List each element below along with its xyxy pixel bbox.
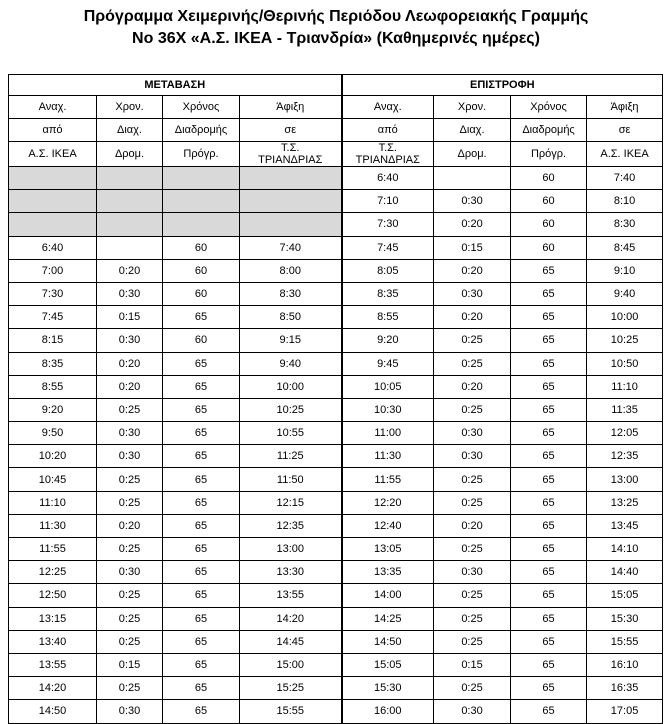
return-dwell-cell: 0:25 [434, 329, 511, 352]
outbound-arrival-cell: 15:55 [240, 700, 342, 723]
outbound-departure-cell: 7:30 [9, 282, 97, 305]
outbound-dwell-cell: 0:30 [97, 561, 163, 584]
return-duration-header-line-2: Διαδρομής [511, 119, 587, 142]
outbound-dwell-header-line-1: Χρον. [97, 96, 163, 119]
outbound-arrival-cell: 15:25 [240, 677, 342, 700]
return-arrival-cell: 8:45 [587, 236, 663, 259]
column-headers [9, 96, 663, 167]
table-row [9, 306, 663, 329]
title-line-2: Νο 36Χ «Α.Σ. ΙΚΕΑ - Τριανδρία» (Καθημερινές ημέρες) [132, 30, 540, 47]
outbound-departure-cell: 13:15 [9, 607, 97, 630]
table-row [9, 700, 663, 723]
title-line-1: Πρόγραμμα Χειμερινής/Θερινής Περιόδου Λεωφορειακής Γραμμής [83, 8, 589, 25]
outbound-duration-cell: 65 [163, 445, 240, 468]
outbound-dwell-cell: 0:30 [97, 422, 163, 445]
outbound-departure-cell: 8:35 [9, 352, 97, 375]
schedule-rows [9, 167, 663, 724]
outbound-arrival-cell: 13:00 [240, 538, 342, 561]
table-row [9, 352, 663, 375]
return-departure-cell: 6:40 [342, 167, 434, 190]
outbound-departure-header-line-2: από [9, 119, 97, 142]
outbound-duration-cell: 65 [163, 352, 240, 375]
outbound-departure-cell: 11:55 [9, 538, 97, 561]
return-duration-cell: 65 [511, 514, 587, 537]
empty-cell [97, 190, 163, 213]
outbound-duration-cell: 65 [163, 398, 240, 421]
return-dwell-cell: 0:25 [434, 677, 511, 700]
return-arrival-cell: 8:10 [587, 190, 663, 213]
return-arrival-header-line-1: Άφιξη [587, 96, 663, 119]
return-dwell-cell: 0:25 [434, 468, 511, 491]
return-arrival-cell: 10:00 [587, 306, 663, 329]
outbound-duration-cell: 65 [163, 561, 240, 584]
return-dwell-cell: 0:25 [434, 398, 511, 421]
return-duration-cell: 60 [511, 236, 587, 259]
outbound-dwell-cell: 0:25 [97, 491, 163, 514]
return-arrival-cell: 14:10 [587, 538, 663, 561]
return-dwell-header-line-3: Δρομ. [434, 142, 511, 167]
return-dwell-cell: 0:30 [434, 190, 511, 213]
return-dwell-cell: 0:20 [434, 259, 511, 282]
return-duration-header-line-3: Πρόγρ. [511, 142, 587, 167]
outbound-arrival-header-line-2: σε [240, 119, 342, 142]
table-row [9, 677, 663, 700]
outbound-duration-cell: 65 [163, 607, 240, 630]
return-departure-cell: 8:05 [342, 259, 434, 282]
return-duration-cell: 65 [511, 352, 587, 375]
return-departure-cell: 11:00 [342, 422, 434, 445]
outbound-duration-header-line-1: Χρόνος [163, 96, 240, 119]
return-departure-cell: 14:00 [342, 584, 434, 607]
outbound-arrival-cell: 8:30 [240, 282, 342, 305]
empty-cell [163, 167, 240, 190]
empty-cell [9, 167, 97, 190]
return-departure-cell: 15:30 [342, 677, 434, 700]
return-departure-cell: 13:05 [342, 538, 434, 561]
outbound-dwell-cell: 0:25 [97, 677, 163, 700]
return-arrival-cell: 9:10 [587, 259, 663, 282]
outbound-dwell-cell: 0:25 [97, 538, 163, 561]
return-arrival-cell: 10:25 [587, 329, 663, 352]
outbound-arrival-cell: 8:50 [240, 306, 342, 329]
table-row [9, 538, 663, 561]
outbound-duration-cell: 65 [163, 700, 240, 723]
outbound-arrival-header-line-3a: Τ.Σ. [281, 142, 300, 154]
outbound-arrival-cell: 10:55 [240, 422, 342, 445]
return-duration-cell: 65 [511, 607, 587, 630]
empty-cell [9, 190, 97, 213]
return-departure-cell: 7:30 [342, 213, 434, 236]
outbound-departure-cell: 6:40 [9, 236, 97, 259]
return-departure-cell: 7:10 [342, 190, 434, 213]
outbound-arrival-cell: 9:15 [240, 329, 342, 352]
empty-cell [240, 213, 342, 236]
outbound-departure-cell: 9:50 [9, 422, 97, 445]
empty-cell [97, 167, 163, 190]
return-duration-cell: 65 [511, 700, 587, 723]
outbound-arrival-cell: 8:00 [240, 259, 342, 282]
return-arrival-header-line-2: σε [587, 119, 663, 142]
return-arrival-cell: 13:25 [587, 491, 663, 514]
return-dwell-header-line-2: Διαχ. [434, 119, 511, 142]
outbound-departure-cell: 7:00 [9, 259, 97, 282]
return-dwell-cell: 0:15 [434, 653, 511, 676]
outbound-duration-cell: 60 [163, 236, 240, 259]
outbound-duration-cell: 65 [163, 584, 240, 607]
table-row [9, 398, 663, 421]
return-arrival-cell: 15:30 [587, 607, 663, 630]
outbound-dwell-cell: 0:20 [97, 259, 163, 282]
return-duration-cell: 65 [511, 538, 587, 561]
return-dwell-cell: 0:30 [434, 561, 511, 584]
outbound-departure-cell: 14:50 [9, 700, 97, 723]
table-row [9, 375, 663, 398]
return-duration-cell: 65 [511, 584, 587, 607]
table-row [9, 190, 663, 213]
outbound-duration-cell: 65 [163, 306, 240, 329]
outbound-departure-cell: 8:15 [9, 329, 97, 352]
outbound-dwell-cell: 0:30 [97, 700, 163, 723]
outbound-arrival-header-line-3b: ΤΡΙΑΝΔΡΙΑΣ [258, 154, 323, 166]
outbound-duration-cell: 65 [163, 630, 240, 653]
outbound-arrival-cell: 9:40 [240, 352, 342, 375]
outbound-dwell-header-line-2: Διαχ. [97, 119, 163, 142]
return-duration-header-line-1: Χρόνος [511, 96, 587, 119]
return-dwell-cell: 0:25 [434, 491, 511, 514]
outbound-dwell-cell: 0:30 [97, 329, 163, 352]
table-row [9, 491, 663, 514]
return-dwell-cell [434, 167, 511, 190]
table-row [9, 607, 663, 630]
outbound-departure-cell: 11:10 [9, 491, 97, 514]
return-header: ΕΠΙΣΤΡΟΦΗ [342, 75, 663, 96]
return-duration-cell: 65 [511, 398, 587, 421]
outbound-duration-cell: 65 [163, 538, 240, 561]
return-duration-cell: 65 [511, 375, 587, 398]
outbound-dwell-cell: 0:15 [97, 653, 163, 676]
outbound-departure-cell: 8:55 [9, 375, 97, 398]
outbound-departure-cell: 12:25 [9, 561, 97, 584]
outbound-departure-cell: 10:45 [9, 468, 97, 491]
outbound-arrival-cell: 7:40 [240, 236, 342, 259]
return-duration-cell: 60 [511, 190, 587, 213]
outbound-dwell-cell: 0:30 [97, 445, 163, 468]
outbound-departure-cell: 7:45 [9, 306, 97, 329]
table-row [9, 653, 663, 676]
return-dwell-cell: 0:20 [434, 375, 511, 398]
table-row [9, 329, 663, 352]
outbound-arrival-cell: 11:50 [240, 468, 342, 491]
return-duration-cell: 65 [511, 259, 587, 282]
return-duration-cell: 65 [511, 468, 587, 491]
return-duration-cell: 65 [511, 491, 587, 514]
return-departure-cell: 15:05 [342, 653, 434, 676]
return-dwell-cell: 0:30 [434, 445, 511, 468]
outbound-departure-cell: 11:30 [9, 514, 97, 537]
outbound-dwell-cell: 0:20 [97, 352, 163, 375]
return-arrival-cell: 14:40 [587, 561, 663, 584]
return-arrival-cell: 11:10 [587, 375, 663, 398]
return-departure-cell: 10:30 [342, 398, 434, 421]
table-row [9, 282, 663, 305]
outbound-departure-cell: 9:20 [9, 398, 97, 421]
return-dwell-cell: 0:25 [434, 352, 511, 375]
outbound-duration-cell: 65 [163, 422, 240, 445]
return-dwell-cell: 0:25 [434, 607, 511, 630]
outbound-duration-header-line-3: Πρόγρ. [163, 142, 240, 167]
return-duration-cell: 65 [511, 282, 587, 305]
return-departure-cell: 12:20 [342, 491, 434, 514]
return-arrival-cell: 11:35 [587, 398, 663, 421]
return-departure-header-line-3 [342, 142, 434, 167]
return-duration-cell: 65 [511, 422, 587, 445]
empty-cell [240, 167, 342, 190]
return-arrival-header-line-3: Α.Σ. ΙΚΕΑ [587, 142, 663, 167]
empty-cell [163, 213, 240, 236]
return-departure-header-line-3b: ΤΡΙΑΝΔΡΙΑΣ [355, 154, 420, 166]
outbound-departure-cell: 12:50 [9, 584, 97, 607]
outbound-dwell-cell: 0:30 [97, 282, 163, 305]
return-departure-cell: 10:05 [342, 375, 434, 398]
return-arrival-cell: 17:05 [587, 700, 663, 723]
return-departure-cell: 8:55 [342, 306, 434, 329]
outbound-arrival-cell: 12:35 [240, 514, 342, 537]
return-dwell-cell: 0:20 [434, 514, 511, 537]
empty-cell [240, 190, 342, 213]
return-dwell-cell: 0:30 [434, 422, 511, 445]
return-dwell-cell: 0:25 [434, 630, 511, 653]
return-departure-cell: 13:35 [342, 561, 434, 584]
return-arrival-cell: 10:50 [587, 352, 663, 375]
outbound-arrival-cell: 14:45 [240, 630, 342, 653]
outbound-arrival-cell: 12:15 [240, 491, 342, 514]
outbound-dwell-cell: 0:25 [97, 468, 163, 491]
table-row [9, 561, 663, 584]
schedule-table [8, 74, 663, 724]
return-departure-cell: 11:55 [342, 468, 434, 491]
return-departure-header-line-3a: Τ.Σ. [378, 142, 397, 154]
outbound-dwell-cell: 0:25 [97, 607, 163, 630]
return-dwell-header-line-1: Χρον. [434, 96, 511, 119]
return-arrival-cell: 16:10 [587, 653, 663, 676]
outbound-arrival-cell: 10:25 [240, 398, 342, 421]
return-departure-header-line-2: από [342, 119, 434, 142]
outbound-arrival-cell: 13:30 [240, 561, 342, 584]
return-duration-cell: 65 [511, 561, 587, 584]
return-departure-cell: 14:50 [342, 630, 434, 653]
return-departure-cell: 9:20 [342, 329, 434, 352]
outbound-arrival-cell: 13:55 [240, 584, 342, 607]
return-arrival-cell: 15:05 [587, 584, 663, 607]
return-duration-cell: 60 [511, 213, 587, 236]
outbound-dwell-cell: 0:25 [97, 398, 163, 421]
return-arrival-cell: 13:00 [587, 468, 663, 491]
return-dwell-cell: 0:20 [434, 306, 511, 329]
outbound-arrival-cell: 11:25 [240, 445, 342, 468]
return-departure-cell: 12:40 [342, 514, 434, 537]
table-row [9, 167, 663, 190]
outbound-departure-cell: 14:20 [9, 677, 97, 700]
table-row [9, 584, 663, 607]
return-arrival-cell: 12:35 [587, 445, 663, 468]
return-dwell-cell: 0:25 [434, 584, 511, 607]
outbound-arrival-cell: 10:00 [240, 375, 342, 398]
document-title [0, 0, 672, 50]
empty-cell [97, 213, 163, 236]
outbound-dwell-cell: 0:25 [97, 584, 163, 607]
return-duration-cell: 65 [511, 445, 587, 468]
outbound-duration-cell: 65 [163, 677, 240, 700]
return-duration-cell: 60 [511, 167, 587, 190]
outbound-duration-cell: 60 [163, 282, 240, 305]
outbound-header: ΜΕΤΑΒΑΣΗ [9, 75, 342, 96]
outbound-departure-cell: 13:55 [9, 653, 97, 676]
table-row [9, 213, 663, 236]
outbound-departure-cell: 10:20 [9, 445, 97, 468]
outbound-arrival-cell: 14:20 [240, 607, 342, 630]
return-dwell-cell: 0:20 [434, 213, 511, 236]
return-dwell-cell: 0:30 [434, 282, 511, 305]
outbound-duration-header-line-2: Διαδρομής [163, 119, 240, 142]
table-row [9, 422, 663, 445]
table-row [9, 468, 663, 491]
table-row [9, 514, 663, 537]
return-dwell-cell: 0:25 [434, 538, 511, 561]
outbound-dwell-cell: 0:25 [97, 630, 163, 653]
outbound-duration-cell: 60 [163, 259, 240, 282]
return-arrival-cell: 12:05 [587, 422, 663, 445]
table-row [9, 236, 663, 259]
outbound-duration-cell: 65 [163, 653, 240, 676]
return-arrival-cell: 15:55 [587, 630, 663, 653]
outbound-arrival-cell: 15:00 [240, 653, 342, 676]
return-departure-header-line-1: Αναχ. [342, 96, 434, 119]
outbound-departure-header-line-1: Αναχ. [9, 96, 97, 119]
empty-cell [9, 213, 97, 236]
return-arrival-cell: 7:40 [587, 167, 663, 190]
table-row [9, 630, 663, 653]
outbound-departure-cell: 13:40 [9, 630, 97, 653]
outbound-departure-header-line-3: Α.Σ. ΙΚΕΑ [9, 142, 97, 167]
return-departure-cell: 11:30 [342, 445, 434, 468]
outbound-arrival-header-line-3 [240, 142, 342, 167]
outbound-dwell-header-line-3: Δρομ. [97, 142, 163, 167]
return-arrival-cell: 9:40 [587, 282, 663, 305]
outbound-dwell-cell: 0:20 [97, 514, 163, 537]
outbound-duration-cell: 65 [163, 514, 240, 537]
outbound-duration-cell: 65 [163, 468, 240, 491]
return-dwell-cell: 0:30 [434, 700, 511, 723]
return-departure-cell: 8:35 [342, 282, 434, 305]
return-departure-cell: 9:45 [342, 352, 434, 375]
outbound-duration-cell: 65 [163, 375, 240, 398]
return-duration-cell: 65 [511, 306, 587, 329]
return-departure-cell: 14:25 [342, 607, 434, 630]
outbound-duration-cell: 65 [163, 491, 240, 514]
outbound-duration-cell: 60 [163, 329, 240, 352]
table-row [9, 259, 663, 282]
table-row [9, 445, 663, 468]
return-departure-cell: 16:00 [342, 700, 434, 723]
return-duration-cell: 65 [511, 677, 587, 700]
return-dwell-cell: 0:15 [434, 236, 511, 259]
empty-cell [163, 190, 240, 213]
return-duration-cell: 65 [511, 630, 587, 653]
return-duration-cell: 65 [511, 329, 587, 352]
return-arrival-cell: 16:35 [587, 677, 663, 700]
outbound-dwell-cell: 0:20 [97, 375, 163, 398]
outbound-dwell-cell: 0:15 [97, 306, 163, 329]
outbound-arrival-header-line-1: Άφιξη [240, 96, 342, 119]
return-arrival-cell: 8:30 [587, 213, 663, 236]
return-duration-cell: 65 [511, 653, 587, 676]
return-departure-cell: 7:45 [342, 236, 434, 259]
outbound-dwell-cell [97, 236, 163, 259]
return-arrival-cell: 13:45 [587, 514, 663, 537]
